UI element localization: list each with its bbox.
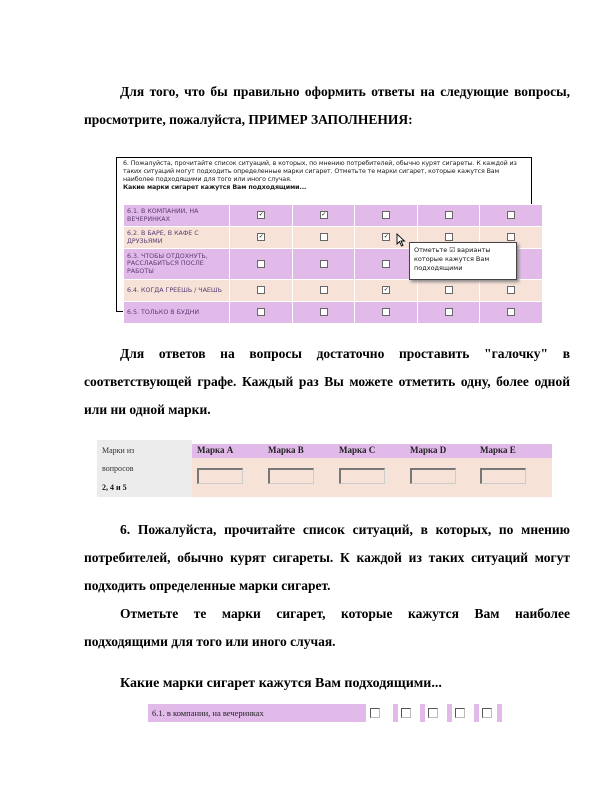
brand-c-input[interactable] [339,468,385,484]
checkbox[interactable] [445,308,453,316]
row-6-1-checkbox-e[interactable] [482,708,492,718]
checkbox[interactable] [507,286,515,294]
brands-header [192,444,552,458]
question-6-instruction: Отметьте те марки сигарет, которые кажутся Вам наиболее подходящими для того или иного случая. [84,606,570,649]
instructions-paragraph: Для ответов на вопросы достаточно проставить "галочку" в соответствующей графе. Каждый раз Вы можете отметить одну, более одной или ни одной марки. [84,346,570,417]
row-6-1 [148,704,503,722]
checkbox[interactable] [507,308,515,316]
checkbox[interactable] [320,308,328,316]
row-6-1-checkbox-c[interactable] [428,708,438,718]
checkbox[interactable]: ✓ [258,233,264,241]
checkbox[interactable] [445,286,453,294]
brand-e-input[interactable] [480,468,526,484]
row-6-1-checkbox-b[interactable] [401,708,411,718]
question-6-text: 6. Пожалуйста, прочитайте список ситуаций, в которых, по мнению потребителей, обычно курят сигареты. К каждой из таких ситуаций могут подходить определенные марки сигарет. [84,522,570,593]
checkbox[interactable]: ✓ [383,233,389,241]
checkbox[interactable] [507,233,515,241]
row-6-1-checkbox-a[interactable] [370,708,380,718]
row-6-1-checkbox-d[interactable] [455,708,465,718]
checkbox[interactable] [257,286,265,294]
checkbox[interactable] [445,211,453,219]
example-subquestion: Какие марки сигарет кажутся Вам подходящими... [123,184,307,191]
brand-a-input[interactable] [197,468,243,484]
brands-grid [97,440,552,497]
example-row: 6.2. В БАРЕ, В КАФЕ С ДРУЗЬЯМИ ✓ ✓ [124,227,543,249]
checkbox[interactable] [320,286,328,294]
subquestion-title: Какие марки сигарет кажутся Вам подходящими... [120,676,442,691]
checkbox[interactable] [320,260,328,268]
brand-a-header: Марка A [197,445,234,455]
example-row: 6.1. В КОМПАНИИ, НА ВЕЧЕРИНКАХ ✓ ✓ [124,205,543,227]
intro-paragraph: Для того, что бы правильно оформить ответы на следующие вопросы, просмотрите, пожалуйста, ПРИМЕР ЗАПОЛНЕНИЯ: [84,84,570,127]
question-number: 6. [120,522,131,537]
row-6-1-label: 6.1. в компании, на вечеринках [148,704,366,722]
checkbox[interactable]: ✓ [321,211,327,219]
mouse-cursor-icon [396,233,406,247]
brand-e-header: Марка E [480,445,516,455]
example-title: ПРИМЕР ЗАПОЛНЕНИЯ [248,112,409,127]
checkbox[interactable]: ✓ [258,211,264,219]
brand-d-header: Марка D [410,445,447,455]
example-tooltip: Отметьте ☑ варианты которые кажутся Вам подходящими [409,242,517,280]
checkbox[interactable] [257,260,265,268]
brand-d-input[interactable] [410,468,456,484]
intro-text: Для того, что бы правильно оформить ответы на следующие вопросы, просмотрите, пожалуйста, [84,84,570,127]
checkbox[interactable] [507,211,515,219]
brand-c-header: Марка C [339,445,376,455]
example-question-text: 6. Пожалуйста, прочитайте список ситуаций, в которых, по мнению потребителей, обычно курят сигареты. К каждой из таких ситуаций могут подходить определенные марки сигарет. Отметьте те марки сигарет, которые кажутся Вам наиболее подходящими для того или иного случая. Какие марки сигарет кажутся Вам подходящими... [123,160,517,191]
brands-inputs-row [192,458,552,497]
checkbox[interactable] [445,233,453,241]
checkbox[interactable] [382,211,390,219]
brands-side-label: Марки из вопросов 2, 4 и 5 [97,440,192,497]
checkbox[interactable] [320,233,328,241]
checkbox[interactable] [382,260,390,268]
example-row: 6.3. ЧТОБЫ ОТДОХНУТЬ, РАССЛАБИТЬСЯ ПОСЛЕ РАБОТЫ [124,249,543,280]
example-row: 6.5. ТОЛЬКО В БУДНИ [124,302,543,324]
brand-b-input[interactable] [268,468,314,484]
checkbox[interactable]: ✓ [383,286,389,294]
brand-b-header: Марка B [268,445,304,455]
checkbox[interactable] [257,308,265,316]
example-screenshot [116,157,532,316]
checkbox[interactable] [382,308,390,316]
example-row: 6.4. КОГДА ГРЕЕШЬ / ЧАЕШЬ ✓ [124,280,543,302]
